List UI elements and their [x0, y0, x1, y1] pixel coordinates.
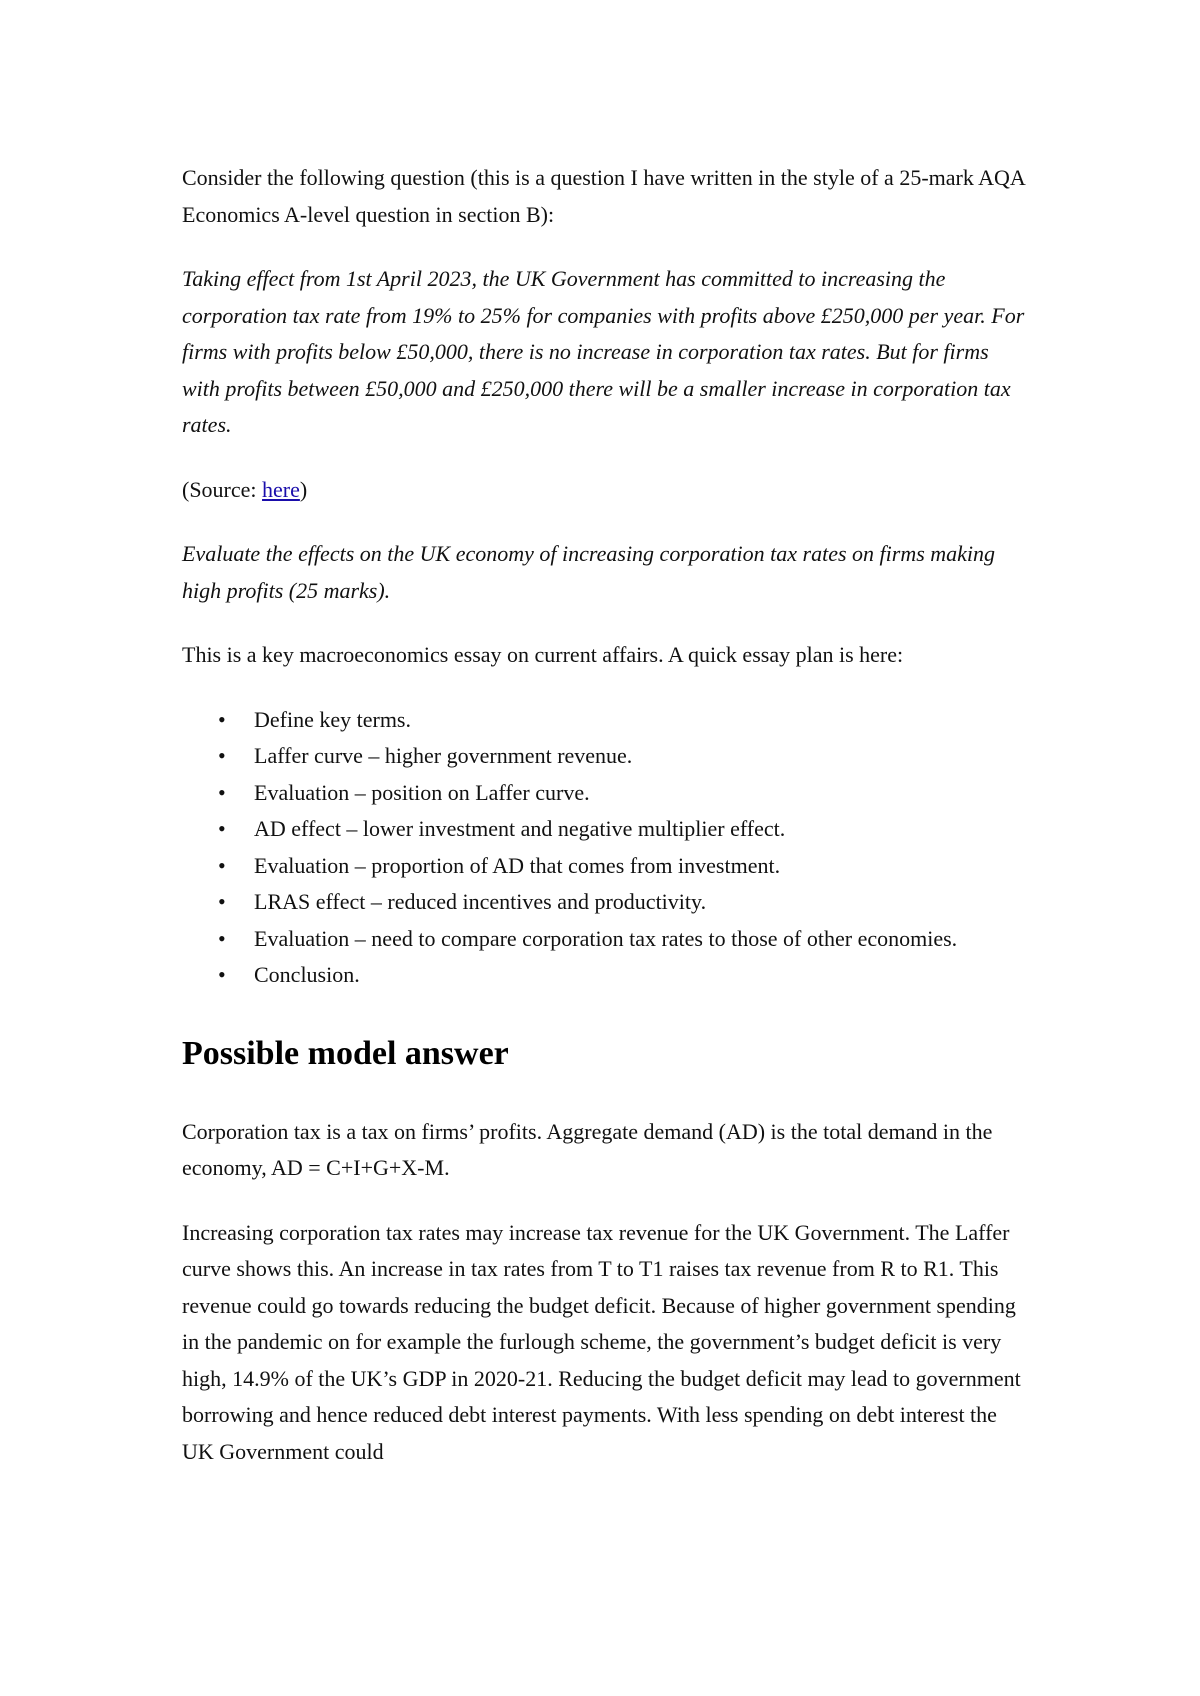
source-line: [182, 472, 1032, 509]
intro-paragraph: Consider the following question (this is a question I have written in the style of a 25-mark AQA Economics A-level question in section B):: [182, 165, 1025, 227]
source-link[interactable]: here: [262, 476, 300, 502]
source-prefix: (Source:: [182, 476, 263, 502]
plan-intro-paragraph: This is a key macroeconomics essay on current affairs. A quick essay plan is here:: [182, 642, 904, 667]
document-page: [182, 160, 1032, 1498]
list-item: • Evaluation – proportion of AD that comes from investment.: [254, 848, 1032, 885]
essay-plan-list: [182, 702, 1032, 994]
answer-paragraph-laffer: Increasing corporation tax rates may increase tax revenue for the UK Government. The Laffer curve shows this. An increase in tax rates from T to T1 raises tax revenue from R to R1. This revenue could go towards reducing the budget deficit. Because of higher government spending in the pandemic on for example the furlough scheme, the government’s budget deficit is very high, 14.9% of the UK’s GDP in 2020-21. Reducing the budget deficit may lead to government borrowing and hence reduced debt interest payments. With less spending on debt interest the UK Government could: [182, 1219, 1021, 1464]
section-heading: Possible model answer: [182, 1034, 509, 1072]
list-item: • Laffer curve – higher government revenue.: [254, 738, 1032, 775]
list-item: • Evaluation – need to compare corporation tax rates to those of other economies.: [254, 921, 1032, 958]
list-item: • Define key terms.: [254, 702, 1032, 739]
list-item: • LRAS effect – reduced incentives and productivity.: [254, 884, 1032, 921]
list-item: • Conclusion.: [254, 957, 1032, 994]
list-item: • Evaluation – position on Laffer curve.: [254, 775, 1032, 812]
extract-paragraph: Taking effect from 1st April 2023, the UK Government has committed to increasing the corporation tax rate from 19% to 25% for companies with profits above £250,000 per year. For firms with profits below £50,000, there is no increase in corporation tax rates. But for firms with profits between £50,000 and £250,000 there will be a smaller increase in corporation tax rates.: [182, 266, 1025, 437]
source-suffix: ): [299, 476, 308, 502]
answer-paragraph-definitions: Corporation tax is a tax on firms’ profits. Aggregate demand (AD) is the total demand in the economy, AD = C+I+G+X-M.: [182, 1118, 993, 1180]
list-item: • AD effect – lower investment and negative multiplier effect.: [254, 811, 1032, 848]
question-paragraph: Evaluate the effects on the UK economy of increasing corporation tax rates on firms making high profits (25 marks).: [182, 541, 996, 603]
